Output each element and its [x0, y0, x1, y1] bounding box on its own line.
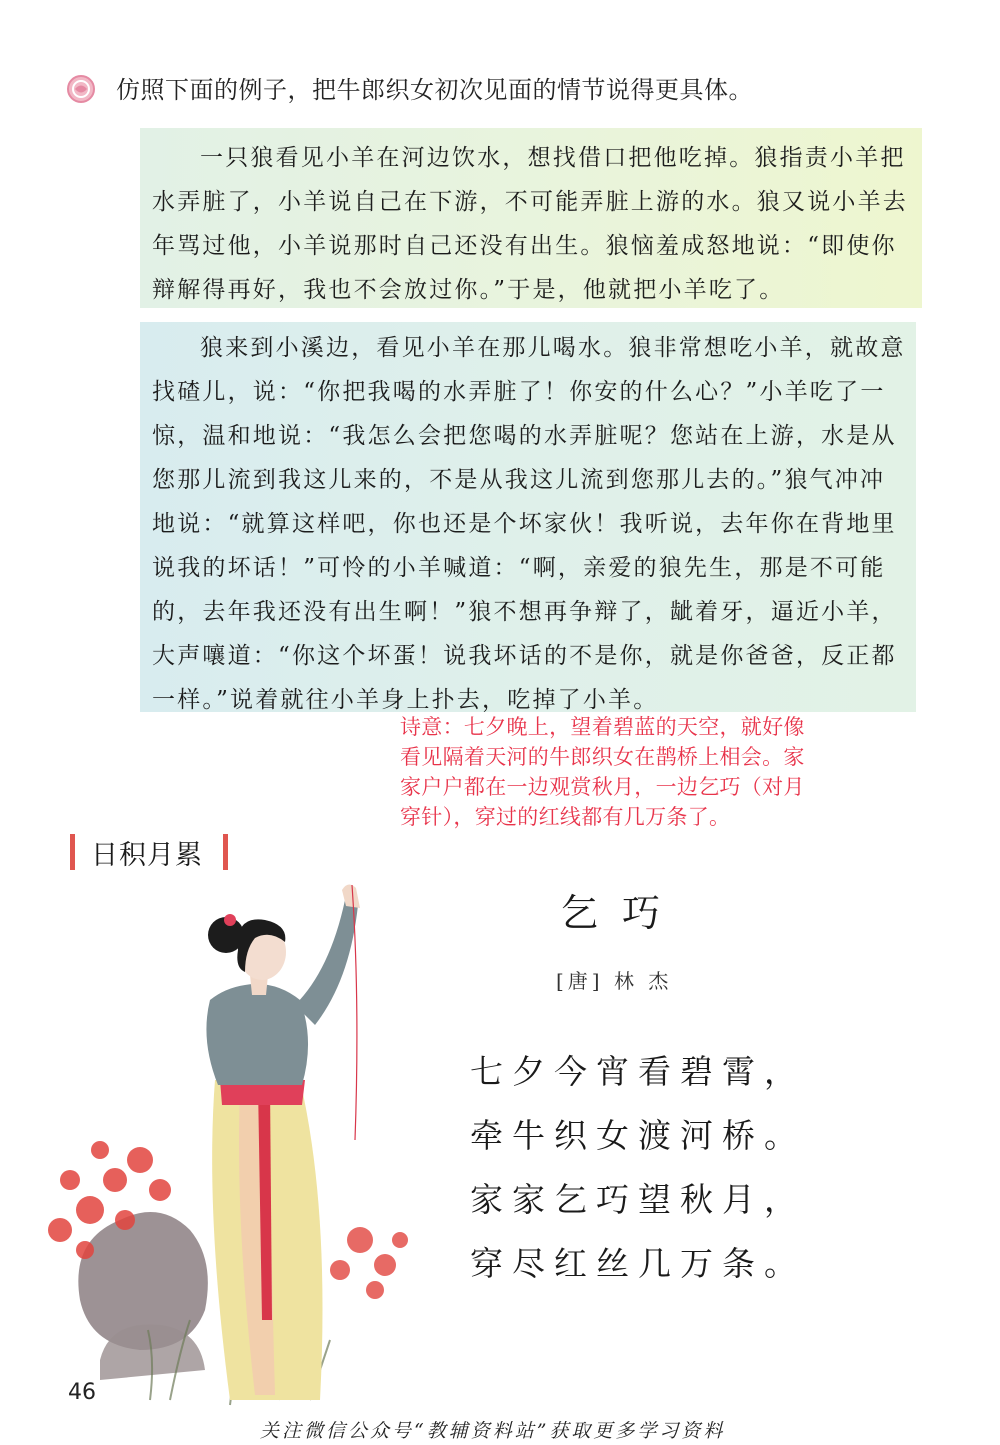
poem-line: 牵牛织女渡河桥。 [470, 1116, 806, 1155]
woman-illustration [30, 880, 450, 1410]
poem-line: 家家乞巧望秋月， [470, 1180, 806, 1219]
pink-seal-icon [66, 74, 96, 104]
section-heading [70, 832, 228, 872]
example-long-text: 狼来到小溪边，看见小羊在那儿喝水。狼非常想吃小羊，就故意找碴儿，说：“你把我喝的水弄脏了！你安的什么心？”小羊吃了一惊，温和地说：“我怎么会把您喝的水弄脏呢？您站在上游，水是从您那儿流到我这儿来的，不是从我这儿流到您那儿去的。”狼气冲冲地说：“就算这样吧，你也还是个坏家伙！我听说，去年你在背地里说我的坏话！”可怜的小羊喊道：“啊，亲爱的狼先生，那是不可能的，去年我还没有出生啊！”狼不想再争辩了，龇着牙，逼近小羊，大声嚷道：“你这个坏蛋！说我坏话的不是你，就是你爸爸，反正都一样。”说着就往小羊身上扑去，吃掉了小羊。 [152, 335, 906, 713]
poem-author: [唐] 林 杰 [556, 969, 673, 993]
poem-line: 穿尽红丝几万条。 [470, 1244, 806, 1283]
section-bar-right [223, 834, 228, 870]
example-box-short [140, 128, 922, 308]
poem-title: 乞巧 [560, 891, 685, 935]
poem-body [470, 1040, 806, 1296]
example-short-text: 一只狼看见小羊在河边饮水，想找借口把他吃掉。狼指责小羊把水弄脏了，小羊说自己在下游，不可能弄脏上游的水。狼又说小羊去年骂过他，小羊说那时自己还没有出生。狼恼羞成怒地说：“即使你辩解得再好，我也不会放过你。”于是，他就把小羊吃了。 [152, 145, 908, 303]
footer-note: 关注微信公众号“教辅资料站”获取更多学习资料 [260, 1420, 726, 1442]
section-title: 日积月累 [91, 839, 203, 871]
poem-annotation: 诗意：七夕晚上，望着碧蓝的天空，就好像看见隔着天河的牛郎织女在鹊桥上相会。家家户户都在一边观赏秋月，一边乞巧（对月穿针），穿过的红线都有几万条了。 [400, 715, 805, 829]
poem-line: 七夕今宵看碧霄， [470, 1052, 806, 1091]
page-number: 46 [68, 1380, 96, 1405]
section-bar-left [70, 834, 75, 870]
instruction-text: 仿照下面的例子，把牛郎织女初次见面的情节说得更具体。 [116, 76, 753, 104]
example-box-long [140, 322, 916, 712]
